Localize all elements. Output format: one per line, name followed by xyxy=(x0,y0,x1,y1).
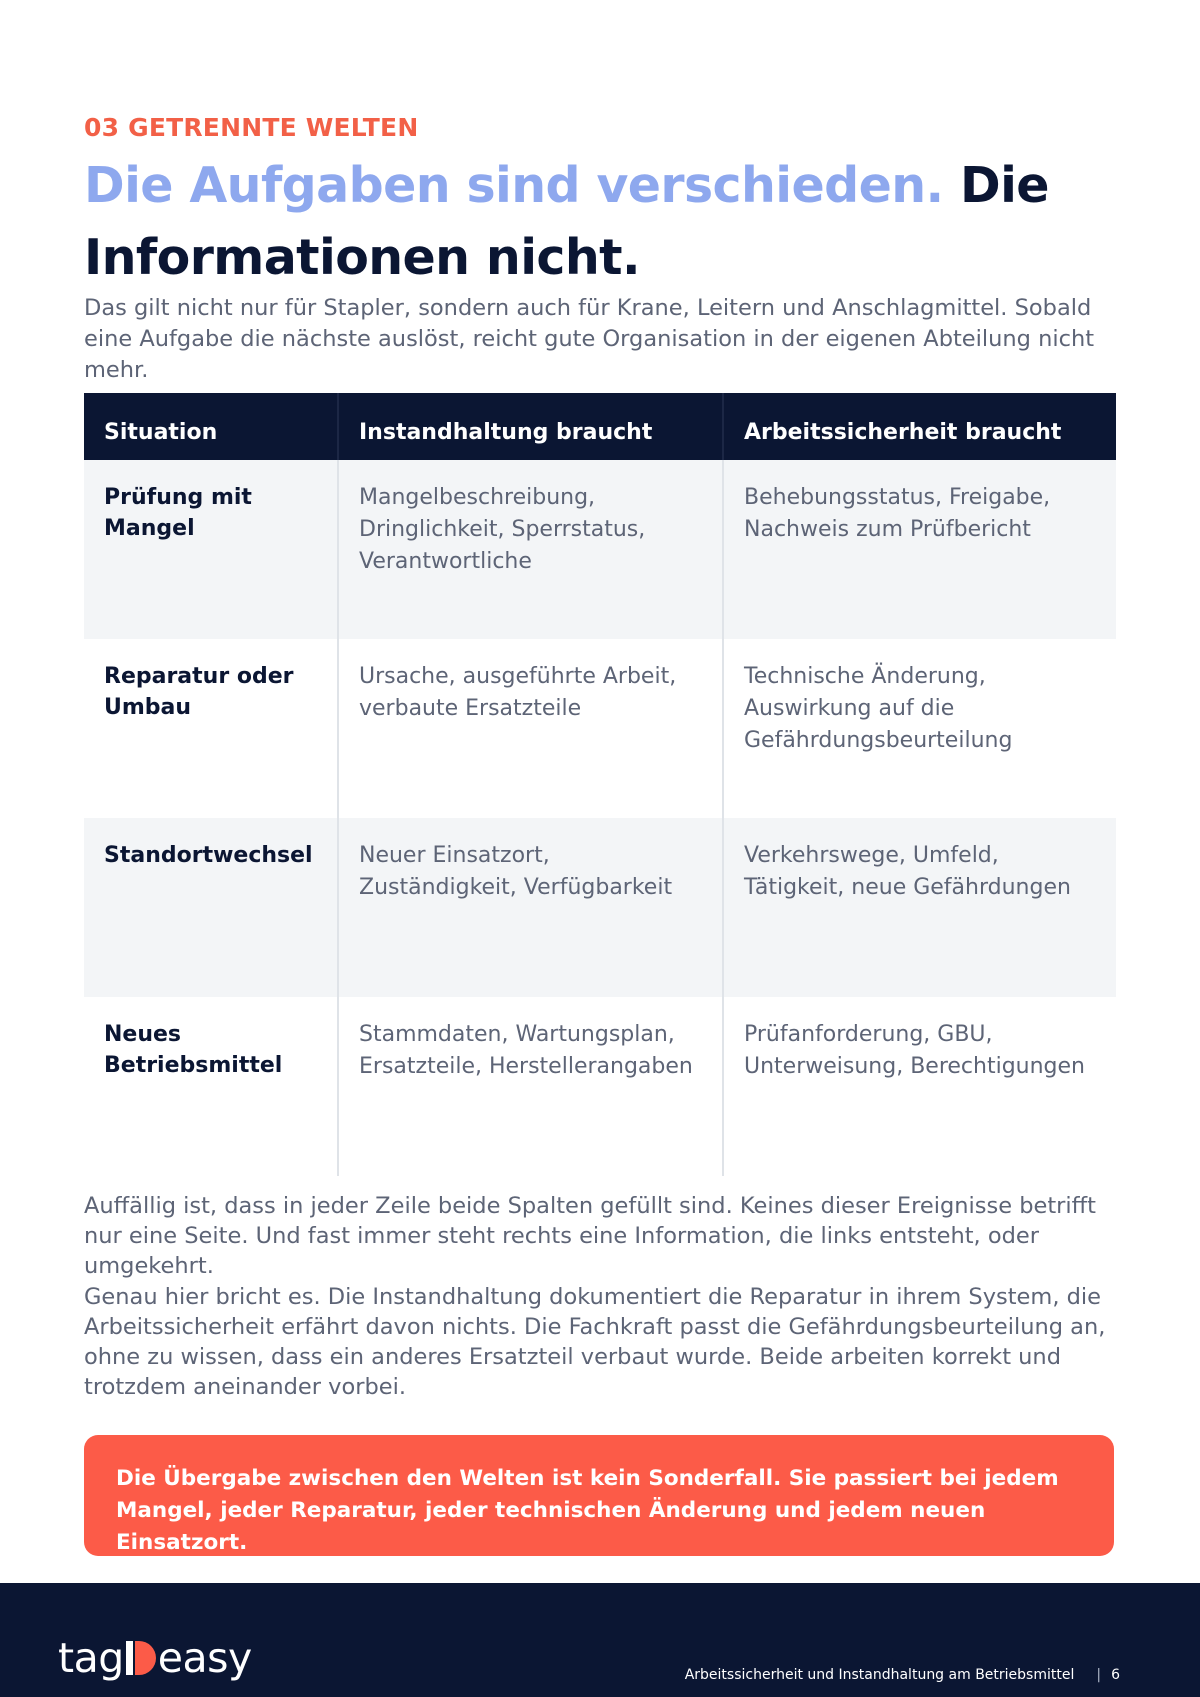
column-header-situation: Situation xyxy=(84,393,338,460)
section-eyebrow: 03 GETRENNTE WELTEN xyxy=(84,113,419,142)
callout-text: Die Übergabe zwischen den Welten ist kein Sonderfall. Sie passiert bei jedem Mangel, jeder Reparatur, jeder technischen Änderung und jedem neuen Einsatzort. xyxy=(116,1466,1059,1555)
headline-accent: Die Aufgaben sind verschieden. xyxy=(84,157,944,214)
footer-separator: | xyxy=(1096,1667,1102,1683)
column-header-maintenance: Instandhaltung braucht xyxy=(338,393,723,460)
lead-paragraph: Das gilt nicht nur für Stapler, sondern auch für Krane, Leitern und Anschlagmittel. Sobald eine Aufgabe die nächste auslöst, reicht gute Organisation in der eigenen Abteilung nicht mehr. xyxy=(84,295,1095,383)
cell-maintenance: Stammdaten, Wartungsplan, Ersatzteile, Herstellerangaben xyxy=(338,997,723,1176)
cell-safety: Prüfanforderung, GBU, Unterweisung, Berechtigungen xyxy=(723,997,1116,1176)
table-row xyxy=(84,818,1116,997)
logo-d-icon xyxy=(126,1641,156,1675)
cell-safety: Behebungsstatus, Freigabe, Nachweis zum Prüfbericht xyxy=(723,460,1116,639)
cell-safety: Verkehrswege, Umfeld, Tätigkeit, neue Gefährdungen xyxy=(723,818,1116,997)
cell-safety: Technische Änderung, Auswirkung auf die Gefährdungsbeurteilung xyxy=(723,639,1116,818)
cell-situation: Standortwechsel xyxy=(84,818,338,997)
callout-box xyxy=(84,1435,1114,1556)
body-paragraph: Genau hier bricht es. Die Instandhaltung dokumentiert die Reparatur in ihrem System, die Arbeitssicherheit erfährt davon nichts. Die Fachkraft passt die Gefährdungsbeurteilung an, ohne zu wissen, dass ein anderes Ersatzteil verbaut wurde. Beide arbeiten korrekt und trotzdem aneinander vorbei. xyxy=(84,1284,1106,1400)
cell-situation: Neues Betriebsmittel xyxy=(104,1022,283,1078)
footer-info xyxy=(685,1667,1120,1683)
comparison-table xyxy=(84,393,1116,1176)
footer-doc-title: Arbeitssicherheit und Instandhaltung am Betriebsmittel xyxy=(684,1667,1075,1683)
cell-situation: Prüfung mit Mangel xyxy=(84,460,338,639)
table-row xyxy=(84,997,1116,1176)
tagdeasy-logo xyxy=(58,1635,252,1681)
logo-text-left: tag xyxy=(58,1634,124,1682)
headline-rest: Die Informationen nicht. xyxy=(84,157,1049,286)
table-header-row xyxy=(84,393,1116,460)
cell-maintenance: Mangelbeschreibung, Dringlichkeit, Sperrstatus, Verantwortliche xyxy=(338,460,723,639)
column-header-safety: Arbeitssicherheit braucht xyxy=(723,393,1116,460)
table-row xyxy=(84,639,1116,818)
logo-text-right: easy xyxy=(157,1634,252,1682)
page-number: 6 xyxy=(1111,1667,1120,1683)
cell-maintenance: Ursache, ausgeführte Arbeit, verbaute Ersatzteile xyxy=(338,639,723,818)
page-footer xyxy=(0,1583,1200,1697)
cell-situation: Reparatur oder Umbau xyxy=(104,664,294,720)
body-paragraph: Auffällig ist, dass in jeder Zeile beide Spalten gefüllt sind. Keines dieser Ereignisse betrifft nur eine Seite. Und fast immer steht rechts eine Information, die links entsteht, oder umgekehrt. xyxy=(84,1193,1096,1279)
table-row xyxy=(84,460,1116,639)
page-headline xyxy=(84,150,1124,294)
cell-maintenance: Neuer Einsatzort, Zuständigkeit, Verfügbarkeit xyxy=(338,818,723,997)
